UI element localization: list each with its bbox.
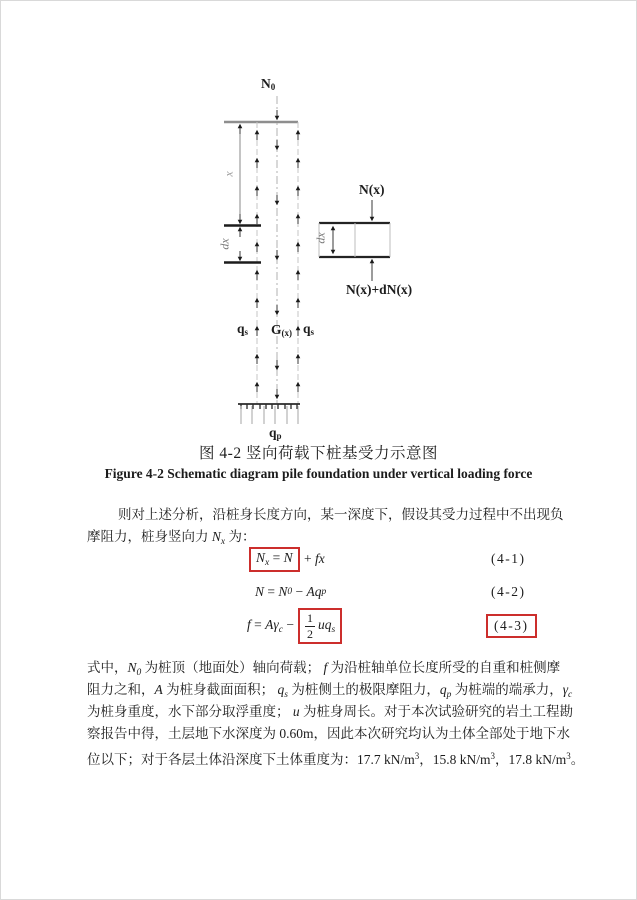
text-segment: 0.60m — [279, 726, 314, 741]
text-segment: 为桩顶（地面处）轴向荷载； — [141, 660, 324, 675]
text-segment: x — [220, 537, 226, 547]
text-segment: N — [278, 584, 288, 599]
text-segment: 3 — [490, 751, 496, 761]
top-load-arrow — [275, 110, 280, 120]
text-segment: s — [284, 690, 288, 700]
text-segment: Aγ — [265, 617, 279, 632]
text-segment: 为桩身重度，水下部分取浮重度； — [87, 704, 293, 719]
text-segment: 17.8 kN/m — [508, 752, 567, 767]
dimension-x-line — [238, 124, 243, 225]
pile-element — [319, 200, 390, 281]
text-segment: N — [255, 584, 265, 599]
text-segment: 。 — [570, 752, 585, 767]
fraction-one-half: $\frac{1}{2}$ — [306, 610, 313, 641]
text-segment: − — [292, 584, 307, 599]
text-segment: N — [211, 529, 221, 544]
element-force-bottom-label: N(x)+dN(x) — [346, 282, 413, 297]
text-segment: 17.7 kN/m — [357, 752, 415, 767]
text-segment: f — [323, 660, 328, 675]
text-segment: + — [300, 551, 315, 566]
equation-number-4-2: (4-2) — [491, 584, 526, 599]
side-friction-left-label: qs — [237, 321, 249, 337]
text-segment: uq — [317, 617, 332, 632]
text-segment: γ — [562, 682, 569, 697]
text-segment: 3 — [414, 751, 420, 761]
text-segment: fx — [315, 551, 325, 566]
text-segment: f — [247, 617, 251, 632]
text-segment: 为桩侧土的极限摩阻力， — [287, 682, 440, 697]
body-paragraph2-line4 — [87, 724, 571, 744]
text-segment: ， — [419, 752, 433, 767]
text-segment: 为： — [225, 529, 256, 544]
text-segment: 阻力之和， — [87, 682, 155, 697]
text-segment: ， — [495, 752, 509, 767]
text-segment: A — [154, 682, 163, 697]
body-paragraph1-line1: 则对上述分析，沿桩身长度方向，某一深度下，假设其受力过程中不出现负 — [118, 507, 564, 522]
dimension-x-label: x — [221, 171, 236, 177]
text-segment: 式中， — [87, 660, 128, 675]
text-segment: = — [264, 584, 279, 599]
text-segment: s — [331, 625, 336, 635]
text-segment: p — [446, 690, 452, 700]
self-weight-label: G(x) — [271, 322, 293, 338]
pile-top-load-label: N0 — [261, 76, 276, 92]
element-dx-label: dx — [313, 232, 328, 244]
equation-4-1 — [0, 546, 561, 572]
text-segment: ，因此本次研究均认为土体全部处于地下水 — [313, 726, 571, 741]
text-segment: q — [277, 682, 285, 697]
text-segment: 为桩身截面面积； — [162, 682, 278, 697]
figure-caption-zh: 图 4-2 竖向荷载下桩基受力示意图 — [199, 445, 438, 462]
text-segment: Aq — [306, 584, 322, 599]
text-segment: 察报告中得，土层地下水深度为 — [87, 726, 280, 741]
pile-base-hatch — [238, 404, 300, 424]
text-segment: 为桩端的端承力， — [451, 682, 563, 697]
text-segment: 位以下；对于各层土体沿深度下土体重度为： — [87, 752, 357, 767]
text-segment: 摩阻力，桩身竖向力 — [87, 529, 212, 544]
text-segment: p — [321, 587, 327, 597]
highlight-box-fraction — [298, 608, 342, 644]
side-friction-right-label: qs — [303, 321, 315, 337]
text-segment: 15.8 kN/m — [432, 752, 491, 767]
pile-body — [221, 96, 298, 404]
equation-number-4-1: (4-1) — [491, 551, 526, 566]
figure-caption-en: Figure 4-2 Schematic diagram pile foundation under vertical loading force — [104, 466, 533, 481]
text-segment: − — [282, 617, 294, 632]
text-segment: u — [292, 704, 300, 719]
text-segment: 0 — [287, 587, 293, 597]
text-segment: 为桩身周长。对于本次试验研究的岩土工程勘 — [299, 704, 573, 719]
end-bearing-lines — [241, 406, 298, 424]
end-bearing-label: qp — [269, 425, 282, 441]
text-segment: N — [127, 660, 137, 675]
text-segment: c — [568, 690, 573, 700]
text-segment: c — [278, 625, 283, 635]
highlight-box-eq-number-4-3: (4-3) — [486, 614, 537, 638]
body-paragraph2-line3 — [87, 702, 573, 722]
text-segment: 3 — [566, 751, 571, 761]
equation-4-3 — [0, 605, 561, 647]
equation-4-2 — [0, 579, 561, 605]
text-segment: = — [250, 617, 266, 632]
highlight-box-eq-4-1: $N_x = N$ — [249, 547, 300, 572]
text-segment: q — [439, 682, 447, 697]
dimension-dx-label: dx — [217, 238, 232, 250]
body-paragraph2-line5 — [87, 746, 585, 770]
text-segment: 为沿桩轴单位长度所受的自重和桩侧摩 — [327, 660, 561, 675]
text-segment: 0 — [136, 668, 142, 678]
element-force-top-label: N(x) — [359, 182, 385, 197]
